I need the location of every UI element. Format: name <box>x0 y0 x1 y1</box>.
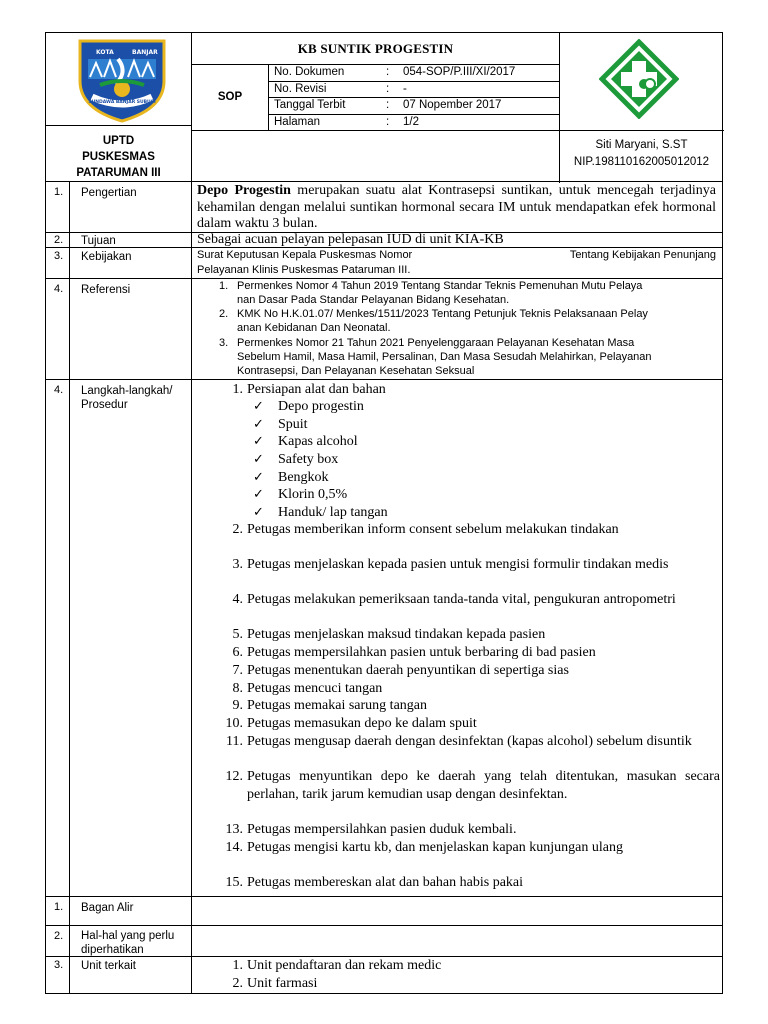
signer-nip: NIP.198110162005012012 <box>573 156 710 168</box>
row-kebijakan: 3. Kebijakan Surat Keputusan Kepala Puskesmas Nomor Tentang Kebijakan Penunjang Pelayanan Klinis Puskesmas Pataruman III. <box>46 248 722 279</box>
signer-name: Siti Maryani, S.ST <box>595 139 688 151</box>
row-hal-hal: 2. Hal-hal yang perlu diperhatikan <box>46 926 722 957</box>
check-icon: ✓ <box>253 469 264 485</box>
row-unit-terkait: 3. Unit terkait 1. Unit pendaftaran dan rekam medic 2. Unit farmasi <box>46 957 722 994</box>
svg-text:BANJAR: BANJAR <box>132 49 158 56</box>
meta-row-terbit: Tanggal Terbit : 07 Nopember 2017 <box>274 99 502 111</box>
check-icon: ✓ <box>253 434 264 449</box>
check-icon: ✓ <box>253 416 264 432</box>
pengertian-text: Depo Progestin merupakan suatu alat Kontrasepsi suntikan, untuk mencegah terjadinya kehamilan dengan melalui suntikan hormonal secara IM untuk mendapatkan efek hormonal dalam waktu 3 bulan. <box>197 183 716 231</box>
meta-row-dokumen: No. Dokumen : 054-SOP/P.III/XI/2017 <box>274 66 516 78</box>
row-pengertian: 1. Pengertian Depo Progestin merupakan suatu alat Kontrasepsi suntikan, untuk mencegah terjadinya kehamilan dengan melalui suntikan hormonal secara IM untuk mendapatkan efek hormonal dalam waktu 3 bulan. <box>46 182 722 233</box>
check-icon: ✓ <box>253 452 264 467</box>
row-bagan-alir: 1. Bagan Alir <box>46 897 722 926</box>
svg-text:SUNDAWA BANJAR SUBUSI: SUNDAWA BANJAR SUBUSI <box>88 100 156 105</box>
document-title: KB SUNTIK PROGESTIN <box>297 41 454 56</box>
signer-block <box>559 137 724 171</box>
sop-body-table <box>45 182 723 994</box>
row-tujuan: 2. Tujuan Sebagai acuan pelayan pelepasan IUD di unit KIA-KB <box>46 233 722 248</box>
puskesmas-logo <box>599 39 679 119</box>
row-prosedur: 4. Langkah-langkah/ Prosedur 1. Persiapan alat dan bahan ✓ Depo progestin ✓ Spuit ✓ Kapas alcohol ✓ Safety box ✓ Bengkok ✓ Klorin 0,5% ✓ Handuk/ lap tangan 2. Petugas memberikan inform consent sebelum melakukan tindakan 3. Petugas menjelaskan kepada pasien untuk mengisi formulir tindakan medis 4. Petugas melakukan pemeriksaan tanda-tanda vital, pengukuran antropometri 5. Petugas menjelaskan maksud tindakan kepada pasien 6. Petugas mempersilahkan pasien untuk berbaring di bad pasien 7. Petugas menentukan daerah penyuntikan di sepertiga sias 8. Petugas mencuci tangan 9. Petugas memakai sarung tangan 10. Petugas memasukan depo ke dalam spuit 11. Petugas mengusap daerah dengan desinfektan (kapas alcohol) sebelum disuntik 12. Petugas menyuntikan depo ke daerah yang telah ditentukan, masukan secara perlahan, tarik jarum kemudian usap dengan desinfektan. 13. Petugas mempersilahkan pasien duduk kembali. 14. Petugas mengisi kartu kb, dan menjelaskan kapan kunjungan ulang 15. Petugas membereskan alat dan bahan habis pakai <box>46 380 722 897</box>
sop-label: SOP <box>217 91 243 103</box>
meta-row-revisi: No. Revisi : - <box>274 82 407 95</box>
kota-banjar-logo <box>74 37 170 123</box>
svg-text:KOTA: KOTA <box>96 49 114 56</box>
row-referensi: 4. Referensi 1. Permenkes Nomor 4 Tahun 2019 Tentang Standar Teknis Pemenuhan Mutu Pelaya nan Dasar Pada Standar Pelayanan Bidang Kesehatan. 2. KMK No H.K.01.07/ Menkes/1511/2023 Tentang Petunjuk Teknis Pelaksanaan Pelay anan Kebidanan Dan Neonatal. 3. Permenkes Nomor 21 Tahun 2021 Penyelenggaraan Pelayanan Kesehatan Masa Sebelum Hamil, Masa Hamil, Persalinan, Dan Masa Sesudah Melahirkan, Pelayanan Kontrasepsi, Dan Pelayanan Kesehatan Seksual <box>46 279 722 380</box>
sop-header-table <box>45 32 723 182</box>
check-icon: ✓ <box>253 504 264 520</box>
kebijakan-text: Surat Keputusan Kepala Puskesmas Nomor Tentang Kebijakan Penunjang Pelayanan Klinis Puskesmas Pataruman III. <box>197 249 716 276</box>
meta-row-halaman: Halaman : 1/2 <box>274 115 419 128</box>
uptd-name: UPTD PUSKESMAS PATARUMAN III <box>76 135 161 179</box>
tujuan-text: Sebagai acuan pelayan pelepasan IUD di unit KIA-KB <box>197 232 504 247</box>
check-icon: ✓ <box>253 487 264 502</box>
check-icon: ✓ <box>253 399 264 414</box>
